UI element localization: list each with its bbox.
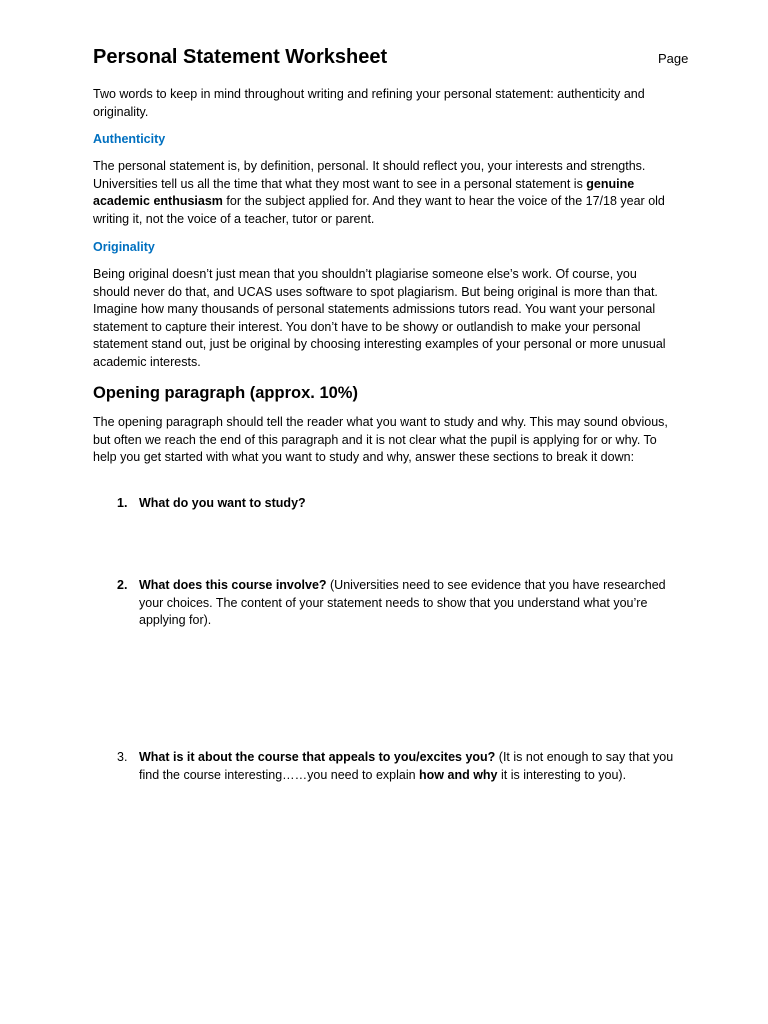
question-2 xyxy=(139,577,684,630)
originality-heading: Originality xyxy=(93,240,155,254)
question-3-number: 3. xyxy=(117,750,128,764)
authenticity-text-before: The personal statement is, by definition, personal. It should reflect you, your interests and strengths. Universities tell us all the time that what they most want to see in a personal statement is xyxy=(93,159,646,191)
question-3-rest-after: it is interesting to you). xyxy=(497,767,627,782)
question-3-bold: What is it about the course that appeals to you/excites you? xyxy=(139,750,496,764)
originality-paragraph: Being original doesn’t just mean that you shouldn’t plagiarise someone else’s work. Of course, you should never do that, and UCAS uses software to spot plagiarism. But being original is more than that. Imagine how many thousands of personal statements admissions tutors read. You want your personal statement to capture their interest. You don’t have to be showy or outlandish to make your personal statement stand out, just be original by choosing interesting examples of your personal or more unusual academic interests. xyxy=(93,267,666,369)
opening-paragraph-heading: Opening paragraph (approx. 10%) xyxy=(93,384,358,402)
question-3-rest-bold: how and why xyxy=(419,767,498,782)
question-1-bold: What do you want to study? xyxy=(139,496,306,510)
question-1-number: 1. xyxy=(117,496,128,510)
authenticity-paragraph xyxy=(93,158,675,228)
question-2-number: 2. xyxy=(117,578,128,592)
opening-paragraph-text: The opening paragraph should tell the reader what you want to study and why. This may sound obvious, but often we reach the end of this paragraph and it is not clear what the pupil is applying for or why. To help you get started with what you want to study and why, answer these sections to break it down: xyxy=(93,415,668,465)
page-title: Personal Statement Worksheet xyxy=(93,46,388,68)
authenticity-text-after: for the subject applied for. And they want to hear the voice of the 17/18 year old writing it, not the voice of a teacher, tutor or parent. xyxy=(93,194,665,226)
question-1 xyxy=(139,495,684,513)
question-3 xyxy=(139,749,684,784)
question-3-rest-before: (It is not enough to say that you find the course interesting……you need to explain xyxy=(139,750,674,782)
question-2-bold: What does this course involve? xyxy=(139,578,327,592)
authenticity-bold-text: genuine academic enthusiasm xyxy=(93,176,635,209)
question-2-rest: (Universities need to see evidence that you have researched your choices. The content of your statement needs to show that you understand what you’re applying for). xyxy=(139,578,666,628)
authenticity-heading: Authenticity xyxy=(93,132,166,146)
intro-paragraph: Two words to keep in mind throughout writing and refining your personal statement: authenticity and originality. xyxy=(93,87,645,119)
page-number-label: Page xyxy=(658,51,689,66)
